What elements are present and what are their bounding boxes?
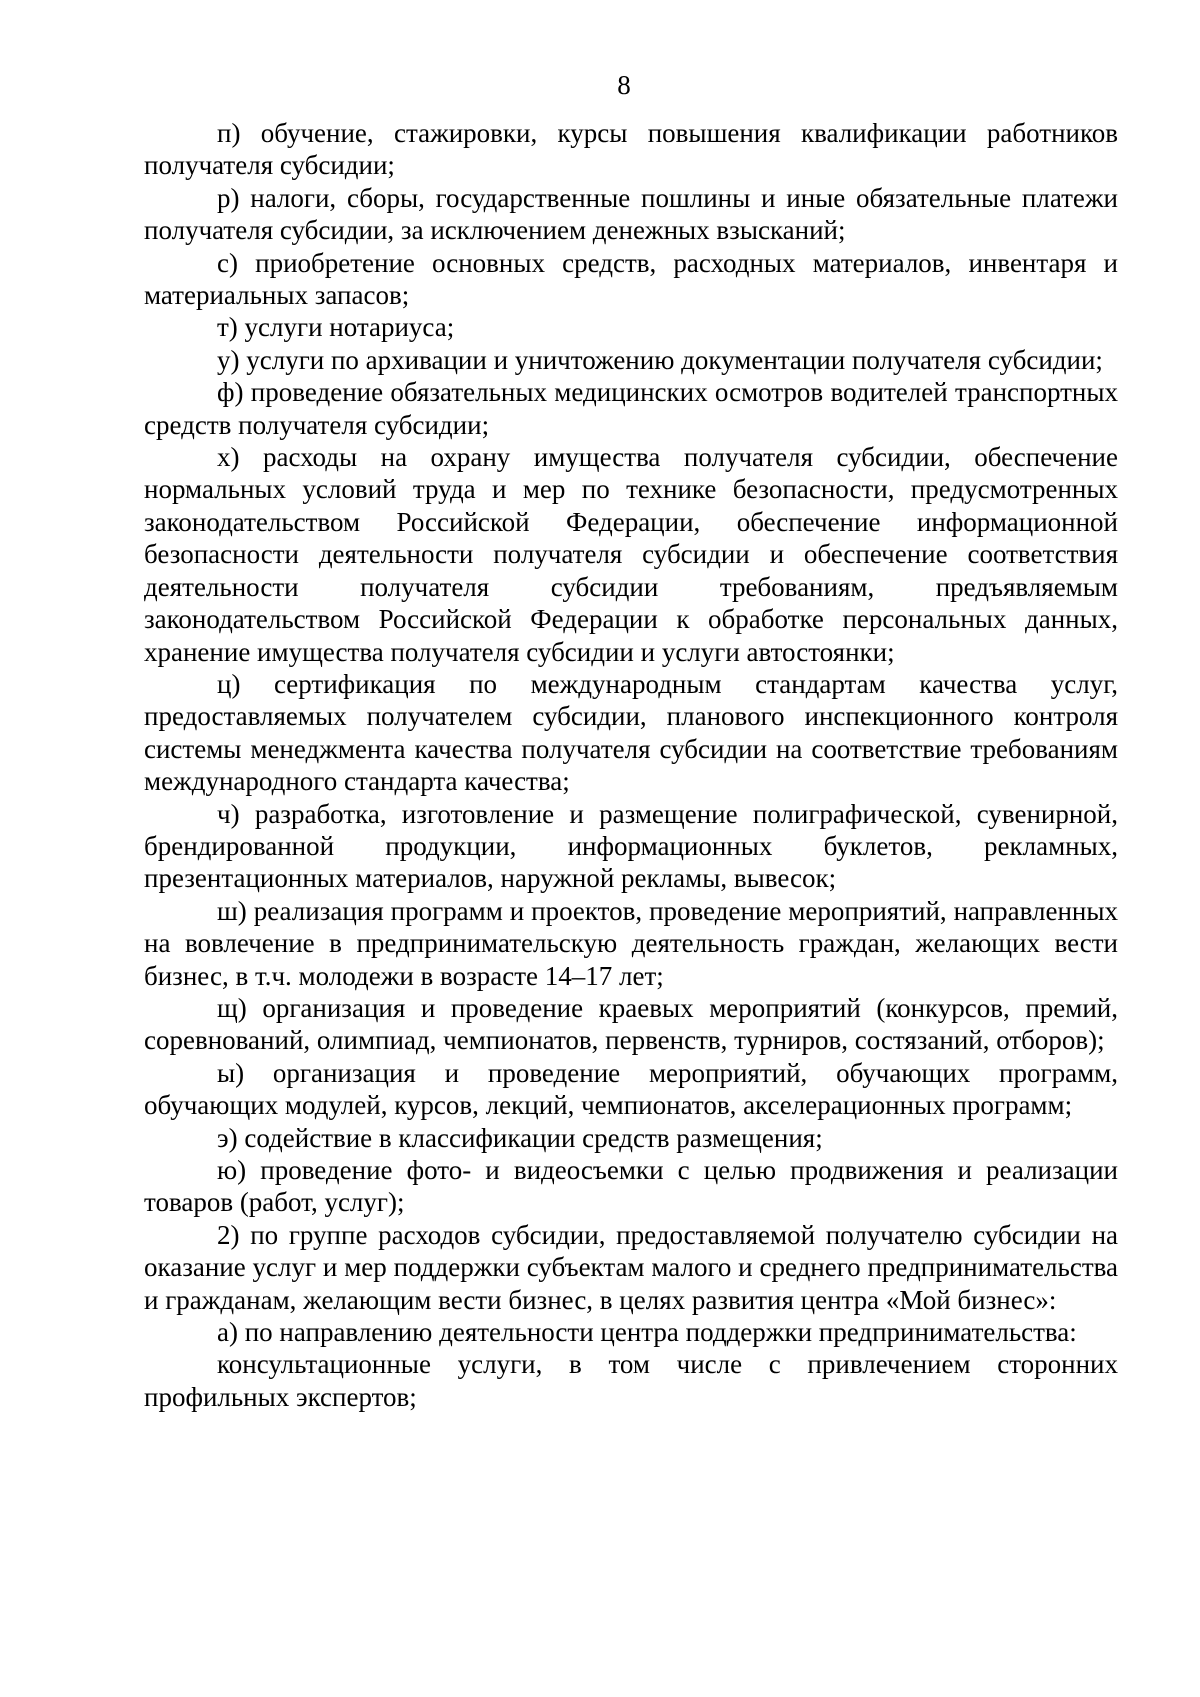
paragraph-item-yu: ю) проведение фото- и видеосъемки с целью продвижения и реализации товаров (работ, услуг); <box>144 1155 1118 1218</box>
paragraph-item-y: ы) организация и проведение мероприятий, обучающих программ, обучающих модулей, курсов, лекций, чемпионатов, акселерационных программ; <box>144 1057 1118 1121</box>
paragraph-consulting-services: консультационные услуги, в том числе с привлечением сторонних профильных экспертов; <box>144 1349 1118 1412</box>
paragraph-item-shch: щ) организация и проведение краевых мероприятий (конкурсов, премий, соревнований, олимпиад, чемпионатов, первенств, турниров, состязаний, отборов); <box>144 992 1118 1056</box>
document-body <box>144 117 1118 1413</box>
paragraph-item-r: р) налоги, сборы, государственные пошлины и иные обязательные платежи получателя субсидии, за исключением денежных взысканий; <box>144 182 1118 246</box>
paragraph-item-2: 2) по группе расходов субсидии, предоставляемой получателю субсидии на оказание услуг и мер поддержки субъектам малого и среднего предпринимательства и гражданам, желающим вести бизнес, в целях развития центра «Мой бизнес»: <box>144 1219 1118 1315</box>
paragraph-item-ch: ч) разработка, изготовление и размещение полиграфической, сувенирной, брендированной продукции, информационных буклетов, рекламных, презентационных материалов, наружной рекламы, вывесок; <box>144 798 1118 894</box>
paragraph-item-t: т) услуги нотариуса; <box>217 312 455 343</box>
paragraph-item-p: п) обучение, стажировки, курсы повышения квалификации работников получателя субсидии; <box>144 118 1118 181</box>
paragraph-item-a: а) по направлению деятельности центра поддержки предпринимательства: <box>217 1317 1077 1348</box>
paragraph-item-f: ф) проведение обязательных медицинских осмотров водителей транспортных средств получателя субсидии; <box>144 377 1118 440</box>
page-number: 8 <box>617 70 631 100</box>
paragraph-item-u: у) услуги по архивации и уничтожению документации получателя субсидии; <box>217 344 1103 375</box>
paragraph-item-kh: х) расходы на охрану имущества получателя субсидии, обеспечение нормальных условий труда и мер по технике безопасности, предусмотренных законодательством Российской Федерации, обеспечение информационной безопасности деятельности получателя субсидии и обеспечение соответствия деятельности получателя субсидии требованиям, предъявляемым законодательством Российской Федерации к обработке персональных данных, хранение имущества получателя субсидии и услуги автостоянки; <box>144 442 1118 667</box>
paragraph-item-e: э) содействие в классификации средств размещения; <box>217 1122 823 1153</box>
paragraph-item-ts: ц) сертификация по международным стандартам качества услуг, предоставляемых получателем субсидии, планового инспекционного контроля системы менеджмента качества получателя субсидии на соответствие требованиям международного стандарта качества; <box>144 668 1118 797</box>
paragraph-item-s: с) приобретение основных средств, расходных материалов, инвентаря и материальных запасов; <box>144 247 1118 311</box>
paragraph-item-sh: ш) реализация программ и проектов, проведение мероприятий, направленных на вовлечение в предпринимательскую деятельность граждан, желающих вести бизнес, в т.ч. молодежи в возрасте 14–17 лет; <box>144 895 1118 991</box>
